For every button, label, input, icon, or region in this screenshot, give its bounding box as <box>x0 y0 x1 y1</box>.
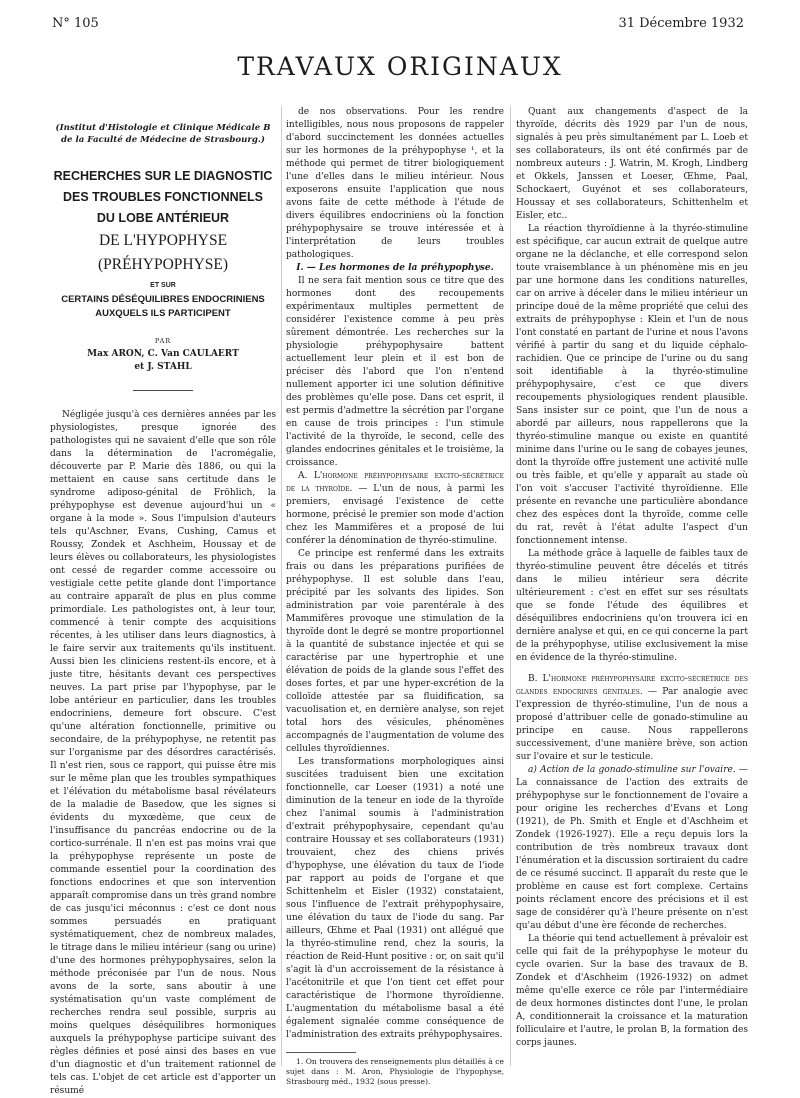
paragraph: La réaction thyroïdienne à la thyréo-stimuline est spécifique, car aucun extrait de quelque autre organe ne la déclanche, et elle correspond selon toute vraisemblance à un phénomène mis en jeu par une hormone dans les conditions naturelles, car on arrive à déceler dans le milieu intérieur un principe doué de la même propriété que celui des extraits de préhypophyse : Klein et l'un de nous l'ont constaté en partant de l'urine et nous l'avons vérifié à partir du sang et du liquide céphalo-rachidien. Que ce principe de l'urine ou du sang soit identifiable à la thyréo-stimuline préhypophysaire, c'est ce que divers recoupements physiologiques rendent plausible. Sans insister sur ce point, que l'un de nous a abordé par ailleurs, nous rappellerons que la thyréo-stimuline manque ou existe en quantité minime dans l'urine ou le sang de cobayes jeunes, dont la thyroïde offre justement une activité nulle ou très faible, et qu'elle y apparaît au stade où l'on voit s'accuser l'activité thyroïdienne. Elle présente en revanche une particulière abondance chez des espèces dont la thyroïde, comme celle du rat, revêt à l'état adulte l'aspect d'un fonctionnement intense. <box>516 224 748 546</box>
running-header <box>52 16 744 38</box>
title-line: AUXQUELS ILS PARTICIPENT <box>95 308 231 319</box>
issue-date: 31 Décembre 1932 <box>618 16 744 31</box>
paragraph: Quant aux changements d'aspect de la thyroïde, décrits dès 1929 par l'un de nous, signalés à peu près simultanément par L. Loeb et ses collaborateurs, ils ont été confirmés par de nombreux auteurs : J. Watrin, M. Krogh, Lindberg et Okkels, Janssen et Loeser, Œhme, Paal, Schockaert, Guyénot et ses collaborateurs, Houssay et ses collaborateurs, Schittenhelm et Eisler, etc.. <box>516 107 748 221</box>
author-names: et J. STAHL <box>134 362 192 372</box>
authors <box>50 335 276 374</box>
author-names: Max ARON, C. Van CAULAERT <box>87 349 239 359</box>
column-1 <box>50 106 276 1096</box>
title-line: ET SUR <box>150 282 176 289</box>
paragraph: La méthode grâce à laquelle de faibles taux de thyréo-stimuline peuvent être décelés et titrés dans le milieu intérieur sera décrite ultérieurement : c'est en effet sur ses résultats que se fonde l'étude des équilibres et déséquilibres endocriniens qu'on trouvera ici en dernière analyse et qui, en ce qui concerne la part de la préhypophyse, utilise exclusivement la mise en évidence de la thyréo-stimuline. <box>516 549 748 663</box>
paragraph: de nos observations. Pour les rendre intelligibles, nous nous proposons de rappeler d'abord succinctement les données actuelles sur les hormones de la préhypophyse ¹, et la méthode qui permet de titrer biologiquement l'une d'elles dans le milieu intérieur. Nous exposerons ensuite l'application que nous avons faite de cette méthode à l'étude de divers équilibres endocriniens où la fonction préhypophysaire se trouve intéressée et à l'interprétation de leurs troubles pathologiques. <box>286 107 504 260</box>
paragraph-body: — L'un de nous, à parmi les premiers, envisagé l'existence de cette hormone, précisé le premier son mode d'action chez les Mammifères et a proposé de lui conférer la dénomination de thyréo-stimuline. <box>286 484 505 546</box>
issue-number: N° 105 <box>52 16 99 31</box>
section-title: TRAVAUX ORIGINAUX <box>237 52 563 81</box>
footnote: 1. On trouvera des renseignements plus détaillés à ce sujet dans : M. Aron, Physiologie de l'hypophyse, Strasbourg méd., 1932 (sous presse). <box>286 1057 504 1086</box>
title-line: DU LOBE ANTÉRIEUR <box>96 211 230 225</box>
paragraph: La théorie qui tend actuellement à prévaloir est celle qui fait de la préhypophyse le moteur du cycle ovarien. Sur la base des travaux de B. Zondek et d'Aschheim (1926-1932) on admet même qu'elle exerce ce rôle par l'intermédiaire de deux hormones distinctes dont l'une, le prolan A, conditionnerait la croissance et la maturation folliculaire et l'autre, le prolan B, la formation des corps jaunes. <box>516 934 748 1048</box>
column-2 <box>286 106 505 1086</box>
title-rule <box>133 390 193 391</box>
paragraph-body: — La connaissance de l'action des extraits de préhypophyse sur le fonctionnement de l'ovaire a pour origine les recherches d'Evans et Long (1921), de Ph. Smith et Engle et d'Aschheim et Zondek (1926-1927). Elle a reçu depuis lors la contribution de très nombreux travaux dont l'énumération et la discussion sortiraient du cadre de ce résumé succinct. Il apparaît du reste que le problème en cause est fort complexe. Certains points réclament encore des précisions et il est sage de considérer qu'à l'heure présente on n'est qu'au début d'une ère féconde de recherches. <box>516 765 748 931</box>
paragraph-lead: A. L'hormone préhypophysaire excito-sécrétrice de la thyroïde. <box>286 471 504 494</box>
title-line: DE L'HYPOPHYSE <box>98 232 228 249</box>
section-heading: I. — Les hormones de la préhypophyse. <box>296 263 494 273</box>
column-divider <box>281 106 282 1066</box>
paragraph: Négligée jusqu'à ces dernières années par les physiologistes, presque ignorée des pathologistes qui ne savaient d'elle que son rôle dans la détermination de l'acromégalie, découverte par P. Marie dès 1886, ou qui la mettaient en cause sans certitude dans le syndrome adiposo-génital de Fröhlich, la préhypophyse est devenue aujourd'hui un « organe à la mode ». Sous l'impulsion d'auteurs tels qu'Aschner, Evans, Cushing, Camus et Roussy, Zondek et Aschheim, Houssay et de leurs élèves ou collaborateurs, les physiologistes ont cessé de regarder comme accessoire ou vestigiale cette petite glande dont l'importance au contraire apparaît de plus en plus comme primordiale. Les pathologistes ont, à leur tour, commencé à tenir compte des acquisitions récentes, à les utiliser dans leurs diagnostics, à le faire servir aux traitements qu'ils instituent. Aussi bien les cliniciens restent-ils encore, et à juste titre, hésitants devant ces perspectives neuves. La part prise par l'hypophyse, par le lobe antérieur en particulier, dans les troubles endocriniens, demeure fort obscure. C'est qu'une altération fonctionnelle, primitive ou secondaire, de la préhypophyse, ne retentit pas sur l'organisme par des désordres caractérisés. Il n'est rien, sous ce rapport, qui puisse être mis sur le même plan que les troubles sympathiques et l'élévation du métabolisme basal révélateurs de la maladie de Basedow, que les signes si évidents du myxœdème, que ceux de l'insuffisance du pancréas endocrine ou de la cortico-surrénale. Il n'en est pas moins vrai que la préhypophyse représente un poste de commande essentiel pour la coordination des fonctions endocrines et que son intervention apparaît compromise dans un très grand nombre de cas jusqu'ici méconnus : c'est ce dont nous sommes persuadés en pratiquant systématiquement, chez de nombreux malades, le titrage dans le milieu intérieur (sang ou urine) d'une des hormones préhypophysaires, selon la méthode préconisée par l'un de nous. Nous avons de la sorte, sans aboutir à une systématisation qu'un vaste complément de recherches rendra seul possible, surpris au moins quelques déséquilibres hormoniques auxquels la préhypophyse participe suivant des règles définies et posé ainsi des bases en vue d'un diagnostic et d'un traitement rationnel de tels cas. L'objet de cet article est d'apporter un résumé <box>50 410 276 1096</box>
paragraph: Ce principe est renfermé dans les extraits frais ou dans les préparations purifiées de préhypophyse. Il est soluble dans l'eau, précipité par les solvants des lipides. Son administration par voie parentérale à des Mammifères provoque une stimulation de la thyroïde dont le degré se montre proportionnel à la quantité de substance injectée et qui se caractérise par une hypertrophie et une élévation de poids de la glande sous l'effet des doses fortes, et par une hyper-excrétion de la colloïde attestée par sa fluidification, sa vacuolisation et, en dernière analyse, son rejet total hors des vésicules, phénomènes accompagnés de l'augmentation de volume des cellules thyroïdiennes. <box>286 549 504 754</box>
paragraph-lead: B. L'hormone préhypophysaire excito-sécrétrice des glandes endocrines génitales. <box>516 674 748 697</box>
article-title <box>50 166 276 321</box>
paragraph: Les transformations morphologiques ainsi suscitées traduisent bien une excitation fonctionnelle, car Loeser (1931) a noté une diminution de la teneur en iode de la thyroïde chez l'animal soumis à l'administration d'extrait préhypophysaire, cependant qu'au contraire Houssay et ses collaborateurs (1931) trouvaient, chez des chiens privés d'hypophyse, une élévation du taux de l'iode par rapport au poids de l'organe et que Schittenhelm et Eisler (1932) constataient, sous l'influence de l'extrait préhypophysaire, une élévation du taux de l'iode du sang. Par ailleurs, Œhme et Paal (1931) ont allégué que la thyréo-stimuline rend, chez la souris, la réaction de Reid-Hunt positive : or, on sait qu'il s'agit là d'un accroissement de la résistance à l'acétonitrile et que l'on tient cet effet pour caractéristique de l'hormone thyroïdienne. L'augmentation du métabolisme basal a été également signalée comme conséquence de l'administration des extraits préhypophysaires. <box>286 757 504 1040</box>
column-divider <box>510 106 511 1066</box>
footnote-rule <box>286 1052 356 1053</box>
title-line: RECHERCHES SUR LE DIAGNOSTIC <box>53 169 273 183</box>
paragraph-lead: a) Action de la gonado-stimuline sur l'ovaire. <box>528 765 736 775</box>
title-line: (PRÉHYPOPHYSE) <box>97 256 229 273</box>
paragraph-body: — Par analogie avec l'expression de thyréo-stimuline, l'un de nous a proposé d'attribuer celle de gonado-stimuline au principe en cause. Nous rappellerons successivement, d'une manière brève, son action sur l'ovaire et sur le testicule. <box>516 687 748 762</box>
title-line: CERTAINS DÉSÉQUILIBRES ENDOCRINIENS <box>61 294 265 305</box>
institute-affiliation: (Institut d'Histologie et Clinique Médicale B de la Faculté de Médecine de Strasbourg.) <box>55 123 271 145</box>
paragraph <box>286 470 504 548</box>
title-line: DES TROUBLES FONCTIONNELS <box>62 190 263 204</box>
paragraph <box>516 673 748 764</box>
authors-par: PAR <box>154 337 172 345</box>
paragraph: Il ne sera fait mention sous ce titre que des hormones dont des recoupements expérimentaux multiples permettent de considérer l'existence comme à peu près sûrement démontrée. Les recherches sur la physiologie préhypophysaire battent actuellement leur plein et il est bon de préciser dès l'abord que l'on n'entend nullement apporter ici une solution définitive des problèmes qu'elle pose. Dans cet esprit, il est permis d'admettre la sécrétion par l'organe en cause de trois principes : l'un stimule l'activité de la thyroïde, le second, celle des glandes endocrines génitales et le troisième, la croissance. <box>286 276 504 468</box>
column-3 <box>516 106 748 1066</box>
paragraph <box>516 764 748 933</box>
